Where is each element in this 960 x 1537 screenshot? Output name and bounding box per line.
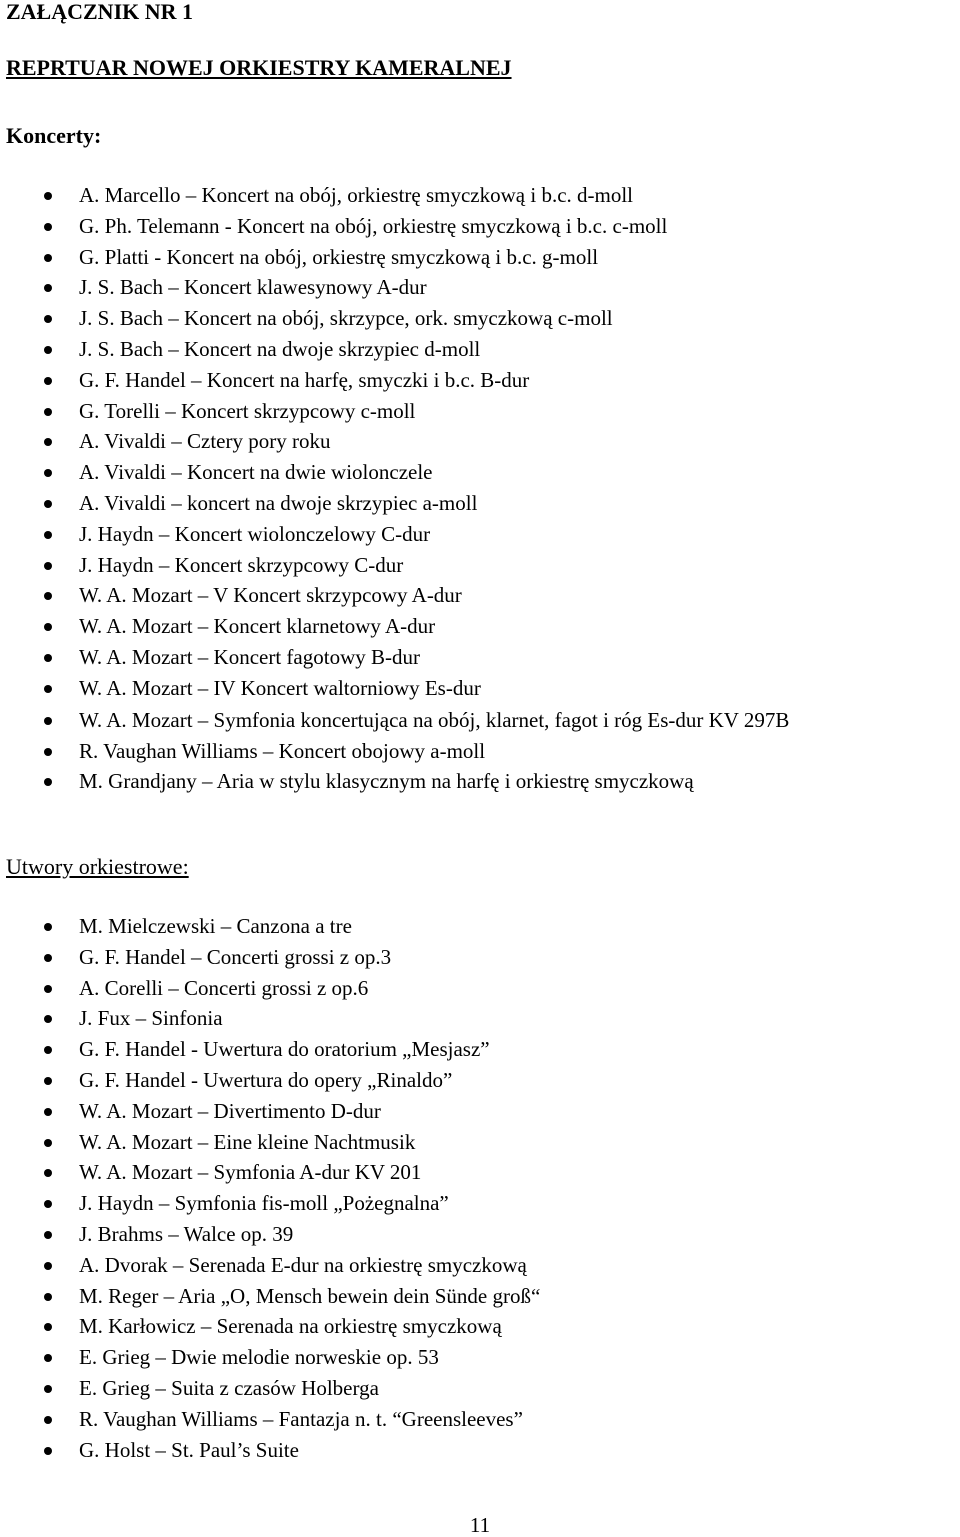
bullet-icon [44, 748, 52, 756]
list-item: M. Mielczewski – Canzona a tre [0, 911, 960, 942]
bullet-icon [44, 254, 52, 262]
concerts-list [0, 180, 960, 797]
list-item: J. Brahms – Walce op. 39 [0, 1219, 960, 1250]
list-item: M. Karłowicz – Serenada na orkiestrę smyczkową [0, 1311, 960, 1342]
bullet-icon [44, 1015, 52, 1023]
bullet-icon [44, 284, 52, 292]
bullet-icon [44, 985, 52, 993]
bullet-icon [44, 623, 52, 631]
list-item: J. Haydn – Koncert wiolonczelowy C-dur [0, 519, 960, 550]
bullet-icon [44, 500, 52, 508]
bullet-icon [44, 1200, 52, 1208]
bullet-icon [44, 954, 52, 962]
list-item: R. Vaughan Williams – Koncert obojowy a-moll [0, 736, 960, 767]
list-item: A. Vivaldi – koncert na dwoje skrzypiec a-moll [0, 488, 960, 519]
bullet-icon [44, 1139, 52, 1147]
list-item: A. Corelli – Concerti grossi z op.6 [0, 973, 960, 1004]
repertoire-heading: REPRTUAR NOWEJ ORKIESTRY KAMERALNEJ [6, 55, 512, 80]
list-item: W. A. Mozart – Divertimento D-dur [0, 1096, 960, 1127]
annex-heading: ZAŁĄCZNIK NR 1 [6, 0, 194, 24]
bullet-icon [44, 531, 52, 539]
page-number: 11 [469, 1513, 491, 1537]
concerts-heading: Koncerty: [6, 123, 102, 148]
list-item: M. Reger – Aria „O, Mensch bewein dein Sünde groß“ [0, 1281, 960, 1312]
bullet-icon [44, 1293, 52, 1301]
bullet-icon [44, 192, 52, 200]
bullet-icon [44, 1231, 52, 1239]
list-item: M. Grandjany – Aria w stylu klasycznym na harfę i orkiestrę smyczkową [0, 766, 960, 797]
bullet-icon [44, 1354, 52, 1362]
list-item: W. A. Mozart – Symfonia A-dur KV 201 [0, 1157, 960, 1188]
list-item: J. S. Bach – Koncert na obój, skrzypce, ork. smyczkową c-moll [0, 303, 960, 334]
list-item: G. F. Handel - Uwertura do opery „Rinaldo” [0, 1065, 960, 1096]
list-item: G. F. Handel - Uwertura do oratorium „Mesjasz” [0, 1034, 960, 1065]
bullet-icon [44, 923, 52, 931]
list-item: J. Haydn – Koncert skrzypcowy C-dur [0, 550, 960, 581]
list-item: A. Dvorak – Serenada E-dur na orkiestrę smyczkową [0, 1250, 960, 1281]
list-item: G. F. Handel – Concerti grossi z op.3 [0, 942, 960, 973]
list-item: W. A. Mozart – Koncert fagotowy B-dur [0, 642, 960, 673]
list-item: W. A. Mozart – IV Koncert waltorniowy Es-dur [0, 673, 960, 704]
list-item: W. A. Mozart – Koncert klarnetowy A-dur [0, 611, 960, 642]
list-item: A. Marcello – Koncert na obój, orkiestrę smyczkową i b.c. d-moll [0, 180, 960, 211]
bullet-icon [44, 1169, 52, 1177]
list-item: E. Grieg – Suita z czasów Holberga [0, 1373, 960, 1404]
orchestral-works-list [0, 911, 960, 1465]
bullet-icon [44, 346, 52, 354]
list-item: R. Vaughan Williams – Fantazja n. t. “Greensleeves” [0, 1404, 960, 1435]
list-item: J. Fux – Sinfonia [0, 1003, 960, 1034]
bullet-icon [44, 778, 52, 786]
bullet-icon [44, 1077, 52, 1085]
list-item: E. Grieg – Dwie melodie norweskie op. 53 [0, 1342, 960, 1373]
bullet-icon [44, 377, 52, 385]
bullet-icon [44, 1385, 52, 1393]
list-item: G. Ph. Telemann - Koncert na obój, orkiestrę smyczkową i b.c. c-moll [0, 211, 960, 242]
list-item: G. Platti - Koncert na obój, orkiestrę smyczkową i b.c. g-moll [0, 242, 960, 273]
bullet-icon [44, 438, 52, 446]
list-item: G. F. Handel – Koncert na harfę, smyczki i b.c. B-dur [0, 365, 960, 396]
bullet-icon [44, 408, 52, 416]
orchestral-works-heading: Utwory orkiestrowe: [6, 854, 189, 879]
list-item: G. Holst – St. Paul’s Suite [0, 1435, 960, 1466]
bullet-icon [44, 592, 52, 600]
list-item: W. A. Mozart – Symfonia koncertująca na obój, klarnet, fagot i róg Es-dur KV 297B [0, 704, 960, 736]
bullet-icon [44, 1447, 52, 1455]
list-item: W. A. Mozart – V Koncert skrzypcowy A-dur [0, 580, 960, 611]
list-item: A. Vivaldi – Cztery pory roku [0, 426, 960, 457]
bullet-icon [44, 685, 52, 693]
list-item: W. A. Mozart – Eine kleine Nachtmusik [0, 1127, 960, 1158]
list-item: J. Haydn – Symfonia fis-moll „Pożegnalna” [0, 1188, 960, 1219]
bullet-icon [44, 469, 52, 477]
list-item: A. Vivaldi – Koncert na dwie wiolonczele [0, 457, 960, 488]
bullet-icon [44, 654, 52, 662]
bullet-icon [44, 1262, 52, 1270]
bullet-icon [44, 1108, 52, 1116]
list-item: G. Torelli – Koncert skrzypcowy c-moll [0, 396, 960, 427]
list-item: J. S. Bach – Koncert na dwoje skrzypiec d-moll [0, 334, 960, 365]
bullet-icon [44, 1046, 52, 1054]
bullet-icon [44, 562, 52, 570]
bullet-icon [44, 223, 52, 231]
list-item: J. S. Bach – Koncert klawesynowy A-dur [0, 272, 960, 303]
bullet-icon [44, 1323, 52, 1331]
bullet-icon [44, 717, 52, 725]
bullet-icon [44, 1416, 52, 1424]
bullet-icon [44, 315, 52, 323]
